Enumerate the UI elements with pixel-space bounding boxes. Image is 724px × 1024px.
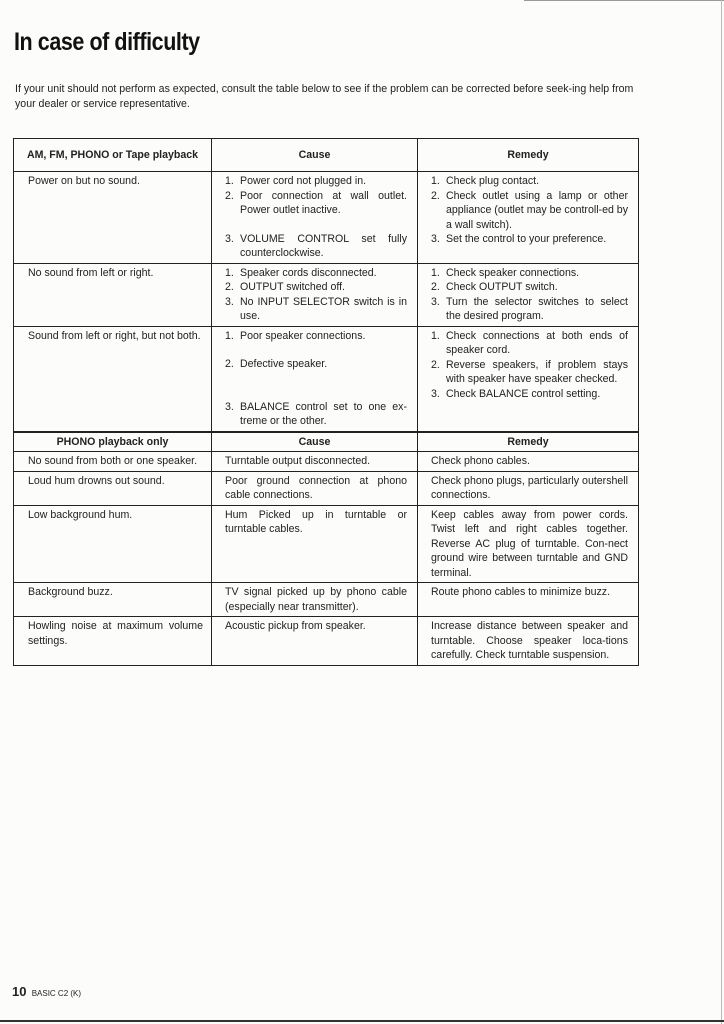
remedy-cell	[418, 263, 639, 326]
page-number: 10	[12, 984, 27, 999]
list-item: 1. Speaker cords disconnected.	[225, 266, 377, 279]
header-problem: AM, FM, PHONO or Tape playback	[14, 139, 212, 172]
remedy-cell: Increase distance between speaker and turntable. Choose speaker loca-tions carefully. Check turntable suspension.	[418, 617, 639, 666]
page-footer	[12, 984, 81, 999]
cause-text: Poor connection at wall outlet. Power outlet inactive.	[240, 189, 407, 216]
page-edge-right	[721, 0, 722, 1024]
cause-cell	[212, 326, 418, 432]
cause-cell: Hum Picked up in turntable or turntable cables.	[212, 505, 418, 583]
list-item: 2. OUTPUT switched off.	[225, 281, 345, 293]
list-item: 2. Check OUTPUT switch.	[431, 281, 558, 293]
remedy-text: Check BALANCE control setting.	[446, 387, 601, 400]
table-row	[14, 172, 639, 264]
cause-text: Speaker cords disconnected.	[240, 266, 377, 279]
troubleshooting-table	[13, 138, 639, 666]
list-item: 1. Check speaker connections.	[431, 266, 580, 279]
cause-text: Defective speaker.	[240, 358, 328, 370]
cause-cell	[212, 263, 418, 326]
intro-paragraph: If your unit should not perform as expected, consult the table below to see if the problem can be corrected before seek-ing help from your dealer or service representative.	[15, 83, 634, 110]
list-item: 3. Check BALANCE control setting.	[431, 387, 601, 400]
remedy-cell: Check phono cables.	[418, 452, 639, 472]
cause-text: No INPUT SELECTOR switch is in use.	[240, 295, 407, 322]
page-edge-bottom	[0, 1020, 724, 1022]
list-item: 2. Defective speaker.	[225, 358, 328, 370]
remedy-cell	[418, 326, 639, 432]
problem-cell: No sound from left or right.	[14, 263, 212, 326]
remedy-list	[431, 266, 628, 324]
header-cause: Cause	[212, 432, 418, 452]
cause-text: BALANCE control set to one ex-treme or the other.	[240, 400, 407, 427]
cause-cell: Poor ground connection at phono cable connections.	[212, 471, 418, 505]
section2-header-row	[14, 432, 639, 452]
cause-cell: Acoustic pickup from speaker.	[212, 617, 418, 666]
table-row	[14, 617, 639, 666]
problem-cell: Sound from left or right, but not both.	[14, 326, 212, 432]
remedy-cell: Check phono plugs, particularly outershell connections.	[418, 471, 639, 505]
table-row	[14, 263, 639, 326]
remedy-text: Turn the selector switches to select the desired program.	[446, 295, 628, 322]
remedy-list	[431, 329, 628, 402]
table-row	[14, 326, 639, 432]
page-edge-top	[524, 0, 724, 1]
cause-cell: TV signal picked up by phono cable (especially near transmitter).	[212, 583, 418, 617]
list-item: 3. BALANCE control set to one ex-treme or the other.	[225, 400, 407, 427]
list-item: 1. Poor speaker connections.	[225, 329, 366, 342]
table-row	[14, 505, 639, 583]
remedy-text: Set the control to your preference.	[446, 233, 607, 245]
remedy-text: Reverse speakers, if problem stays with speaker have speaker checked.	[446, 358, 628, 385]
header-remedy: Remedy	[418, 432, 639, 452]
list-item: 2. Poor connection at wall outlet. Power outlet inactive.	[225, 189, 407, 216]
cause-text: Power cord not plugged in.	[240, 175, 367, 187]
problem-cell: No sound from both or one speaker.	[14, 452, 212, 472]
problem-cell: Howling noise at maximum volume settings.	[14, 617, 212, 666]
cause-text: OUTPUT switched off.	[240, 281, 345, 293]
model-code: BASIC C2 (K)	[31, 989, 82, 998]
problem-cell: Loud hum drowns out sound.	[14, 471, 212, 505]
remedy-cell	[418, 172, 639, 264]
remedy-text: Check speaker connections.	[446, 266, 580, 279]
list-item: 2. Check outlet using a lamp or other appliance (outlet may be controll-ed by a wall switch).	[431, 189, 628, 231]
list-item: 1. Check plug contact.	[431, 175, 540, 187]
remedy-text: Check plug contact.	[446, 175, 540, 187]
list-item: 3. VOLUME CONTROL set fully counterclockwise.	[225, 232, 407, 259]
list-item: 3. Turn the selector switches to select the desired program.	[431, 295, 628, 322]
list-item: 3. No INPUT SELECTOR switch is in use.	[225, 295, 407, 322]
page-title: In case of difficulty	[14, 28, 200, 56]
problem-cell: Power on but no sound.	[14, 172, 212, 264]
remedy-cell: Keep cables away from power cords. Twist left and right cables together. Reverse AC plug of turntable. Con-nect ground wire between turntable and GND terminal.	[418, 505, 639, 583]
remedy-text: Check connections at both ends of speaker cord.	[446, 329, 628, 356]
cause-cell: Turntable output disconnected.	[212, 452, 418, 472]
header-remedy: Remedy	[418, 139, 639, 172]
cause-text: Poor speaker connections.	[240, 329, 366, 342]
table-row	[14, 452, 639, 472]
section1-header-row	[14, 139, 639, 172]
problem-cell: Background buzz.	[14, 583, 212, 617]
cause-cell	[212, 172, 418, 264]
list-item: 1. Power cord not plugged in.	[225, 175, 367, 187]
cause-list	[225, 329, 407, 429]
remedy-list	[431, 174, 628, 247]
remedy-cell: Route phono cables to minimize buzz.	[418, 583, 639, 617]
problem-cell: Low background hum.	[14, 505, 212, 583]
list-item: 2. Reverse speakers, if problem stays with speaker have speaker checked.	[431, 358, 628, 385]
cause-text: VOLUME CONTROL set fully counterclockwise.	[240, 232, 407, 259]
list-item: 3. Set the control to your preference.	[431, 233, 607, 245]
header-problem: PHONO playback only	[14, 432, 212, 452]
list-item: 1. Check connections at both ends of speaker cord.	[431, 329, 628, 356]
header-cause: Cause	[212, 139, 418, 172]
cause-list	[225, 174, 407, 261]
remedy-text: Check outlet using a lamp or other appliance (outlet may be controll-ed by a wall switch).	[446, 189, 628, 231]
table-row	[14, 583, 639, 617]
table-row	[14, 471, 639, 505]
cause-list	[225, 266, 407, 324]
remedy-text: Check OUTPUT switch.	[446, 281, 558, 293]
